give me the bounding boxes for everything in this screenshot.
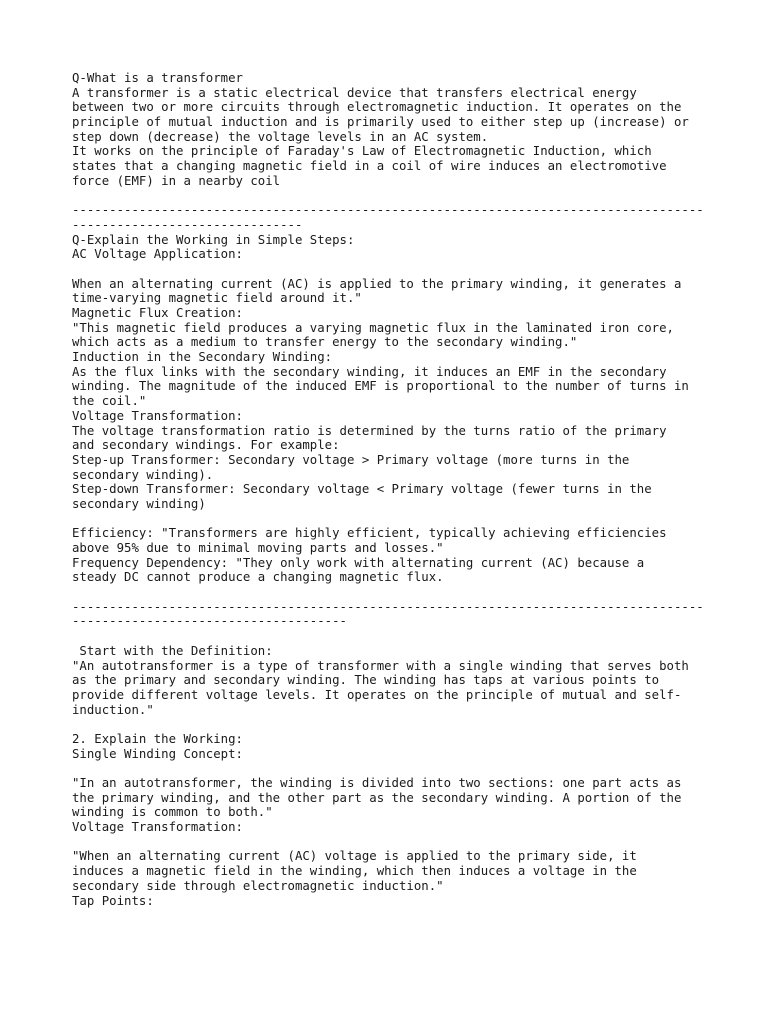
document-body [72,71,708,908]
text-line: "When an alternating current (AC) voltage is applied to the primary side, it [72,849,637,864]
text-line: Start with the Definition: [72,643,273,658]
text-line: Q-Explain the Working in Simple Steps: [72,232,355,247]
text-line: time-varying magnetic field around it." [72,291,362,306]
text-line: induction." [72,702,154,717]
text-line: Voltage Transformation: [72,408,243,423]
text-line: ------------------------------------- [72,614,347,629]
text-line [72,629,708,644]
text-line: Tap Points: [72,893,154,908]
text-line: Efficiency: "Transformers are highly efficient, typically achieving efficiencies [72,526,667,541]
text-line: states that a changing magnetic field in a coil of wire induces an electromotive [72,159,667,174]
text-line: "This magnetic field produces a varying magnetic flux in the laminated iron core, [72,320,674,335]
text-line: step down (decrease) the voltage levels in an AC system. [72,129,489,144]
text-line: force (EMF) in a nearby coil [72,173,281,188]
text-line [72,189,708,204]
text-line: Magnetic Flux Creation: [72,306,243,320]
text-line: principle of mutual induction and is primarily used to either step up (increase) or [72,115,689,130]
text-line: Frequency Dependency: "They only work with alternating current (AC) because a [72,555,645,570]
text-line: winding. The magnitude of the induced EMF is proportional to the number of turns in [72,379,689,394]
text-line: provide different voltage levels. It operates on the principle of mutual and self- [72,687,682,702]
text-line: The voltage transformation ratio is determined by the turns ratio of the primary [72,423,667,438]
text-line: Q-What is a transformer [72,71,243,85]
text-line [72,761,708,776]
text-line: as the primary and secondary winding. The winding has taps at various points to [72,673,660,688]
text-line: 2. Explain the Working: [72,731,243,746]
text-line [72,262,708,277]
text-line: "In an autotransformer, the winding is divided into two sections: one part acts as [72,776,682,790]
text-line [72,835,708,850]
text-line: the primary winding, and the other part as the secondary winding. A portion of the [72,790,682,805]
text-line: steady DC cannot produce a changing magnetic flux. [72,570,444,585]
text-line: and secondary windings. For example: [72,438,340,453]
text-line: Step-down Transformer: Secondary voltage < Primary voltage (fewer turns in the [72,482,652,497]
text-line: "An autotransformer is a type of transformer with a single winding that serves both [72,658,689,673]
text-line [72,512,708,527]
text-line: above 95% due to minimal moving parts and losses." [72,541,444,555]
text-line: secondary side through electromagnetic induction." [72,878,444,893]
text-line: ------------------------------------------------------------------------------------- [72,599,704,614]
text-line: between two or more circuits through electromagnetic induction. It operates on the [72,100,682,115]
text-line: Step-up Transformer: Secondary voltage > Primary voltage (more turns in the [72,452,630,467]
text-line: It works on the principle of Faraday's Law of Electromagnetic Induction, which [72,144,652,159]
text-line: secondary winding). [72,467,214,482]
text-line: ------------------------------------------------------------------------------------- [72,203,704,218]
text-line: A transformer is a static electrical device that transfers electrical energy [72,85,637,100]
text-line: Induction in the Secondary Winding: [72,350,333,365]
text-line: winding is common to both." [72,805,273,820]
text-line [72,585,708,600]
text-line: AC Voltage Application: [72,247,243,262]
text-line: Voltage Transformation: [72,820,243,835]
text-line: the coil." [72,394,147,409]
text-line: Single Winding Concept: [72,746,243,761]
text-line: secondary winding) [72,496,206,511]
text-line: induces a magnetic field in the winding, which then induces a voltage in the [72,864,637,879]
text-line: As the flux links with the secondary winding, it induces an EMF in the secondary [72,364,667,379]
text-line: When an alternating current (AC) is applied to the primary winding, it generates a [72,276,682,291]
text-line: ------------------------------- [72,217,303,232]
text-line: which acts as a medium to transfer energy to the secondary winding." [72,335,578,350]
text-line [72,717,708,732]
